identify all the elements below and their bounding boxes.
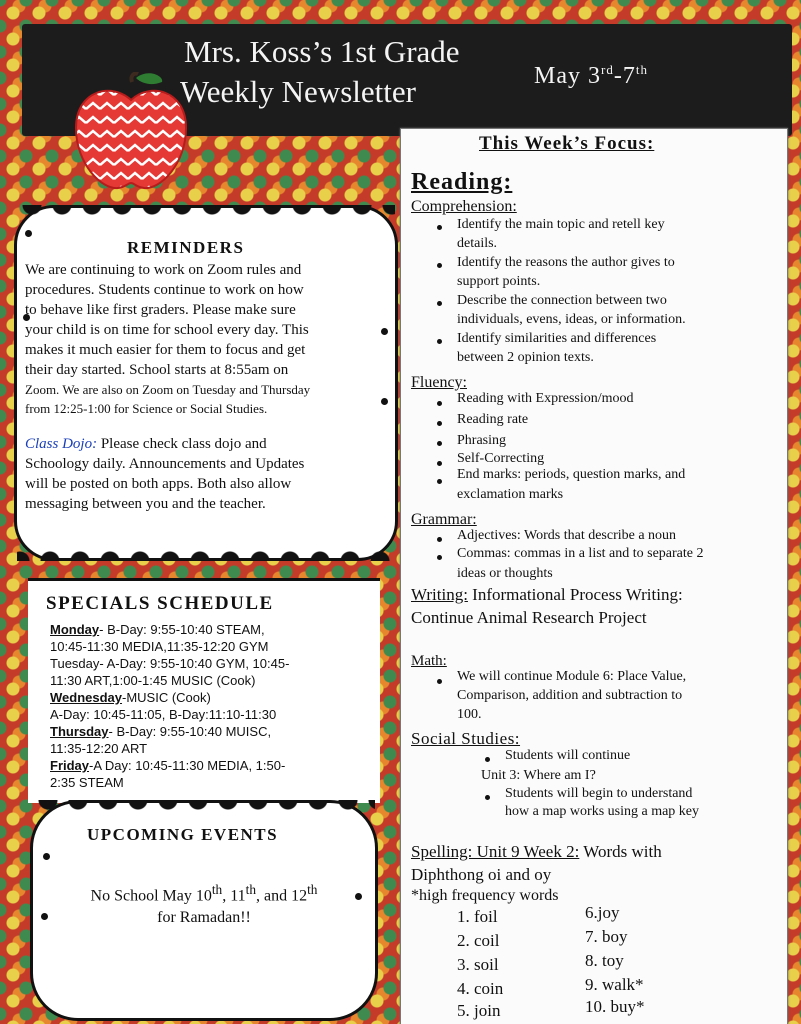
- social-studies-item: Unit 3: Where am I?: [481, 768, 596, 783]
- writing-text: Continue Animal Research Project: [411, 608, 647, 627]
- specials-day: Friday: [50, 758, 90, 773]
- spelling-word: 9. walk*: [585, 975, 644, 994]
- weekly-focus-document[interactable]: [400, 128, 788, 1024]
- comprehension-item: support points.: [457, 274, 541, 289]
- event-sup: th: [211, 882, 223, 897]
- apple-icon: [72, 72, 190, 192]
- bullet: [437, 401, 442, 406]
- bullet: [437, 263, 442, 268]
- math-item: We will continue Module 6: Place Value,: [457, 669, 687, 684]
- reading-heading: Reading:: [411, 169, 513, 195]
- bullet: [437, 225, 442, 230]
- spelling-line: [411, 842, 662, 862]
- grammar-item: Adjectives: Words that describe a noun: [457, 528, 677, 543]
- comprehension-item: Identify similarities and differences: [457, 331, 657, 346]
- specials-text: - B-Day: 9:55-10:40 STEAM,: [99, 622, 265, 637]
- focus-title: This Week’s Focus:: [479, 133, 655, 154]
- scallop-bottom-border: [17, 541, 395, 561]
- date-start: May 3: [534, 63, 601, 89]
- reminders-small-line: Zoom. We are also on Zoom on Tuesday and Thursday: [25, 382, 311, 397]
- upcoming-events-box: [30, 800, 378, 1021]
- math-item: 100.: [457, 707, 482, 722]
- specials-row: [50, 706, 374, 723]
- dojo-text: will be posted on both apps. Both also allow: [25, 476, 292, 492]
- event-text: , and 12: [256, 887, 308, 905]
- specials-text: Tuesday- A-Day: 9:55-10:40 GYM, 10:45-: [50, 656, 290, 671]
- spelling-word: 3. soil: [457, 955, 499, 974]
- social-studies-item: Students will continue: [505, 748, 631, 763]
- spelling-word: 4. coin: [457, 979, 504, 998]
- event-line: [33, 879, 375, 907]
- specials-row: [50, 655, 374, 672]
- dojo-text: messaging between you and the teacher.: [25, 496, 266, 512]
- bullet: [485, 757, 490, 762]
- date-suffix-1: rd: [601, 62, 614, 77]
- date-suffix-2: th: [635, 62, 648, 77]
- math-heading: Math:: [411, 653, 447, 669]
- spelling-text: *high frequency words: [411, 887, 559, 904]
- specials-text: 11:35-12:20 ART: [50, 741, 148, 756]
- scallop-top-border: [17, 205, 395, 225]
- dojo-text: Schoology daily. Announcements and Updates: [25, 456, 305, 472]
- specials-text: 10:45-11:30 MEDIA,11:35-12:20 GYM: [50, 639, 269, 654]
- comprehension-item: Identify the main topic and retell key: [457, 217, 665, 232]
- math-item: Comparison, addition and subtraction to: [457, 688, 683, 703]
- event-text: No School May 10: [90, 887, 212, 905]
- class-dojo-label: Class Dojo:: [25, 436, 98, 452]
- spelling-word: 8. toy: [585, 951, 624, 970]
- event-line: for Ramadan!!: [157, 909, 251, 927]
- writing-text: Informational Process Writing:: [467, 585, 683, 604]
- grammar-item: Commas: commas in a list and to separate 2: [457, 546, 704, 561]
- bullet: [437, 441, 442, 446]
- reminders-heading: REMINDERS: [127, 238, 245, 257]
- spelling-word: 10. buy*: [585, 997, 645, 1016]
- specials-text: 11:30 ART,1:00-1:45 MUSIC (Cook): [50, 673, 256, 688]
- comprehension-item: Identify the reasons the author gives to: [457, 255, 675, 270]
- specials-day: Thursday: [50, 724, 109, 739]
- bullet: [437, 679, 442, 684]
- reminders-text: [25, 260, 385, 514]
- comprehension-item: between 2 opinion texts.: [457, 350, 594, 365]
- fluency-item: Reading with Expression/mood: [457, 391, 634, 406]
- spelling-word: 2. coil: [457, 931, 500, 950]
- spelling-word: 6.joy: [585, 903, 620, 922]
- specials-row: [50, 774, 374, 791]
- bullet: [485, 795, 490, 800]
- comprehension-item: Describe the connection between two: [457, 293, 667, 308]
- spelling-word: 1. foil: [457, 907, 498, 926]
- upcoming-heading: UPCOMING EVENTS: [87, 825, 279, 844]
- reminders-line: their day started. School starts at 8:55am on: [25, 362, 289, 378]
- event-sup: th: [245, 882, 256, 897]
- specials-heading: SPECIALS SCHEDULE: [46, 593, 274, 614]
- social-studies-item: how a map works using a map key: [505, 804, 700, 819]
- specials-row: [50, 723, 374, 740]
- bullet: [437, 301, 442, 306]
- specials-row: [50, 740, 374, 757]
- writing-line: [411, 585, 683, 605]
- reminders-line: makes it much easier for them to focus and get: [25, 342, 306, 358]
- bullet: [437, 555, 442, 560]
- writing-heading: Writing:: [411, 585, 468, 604]
- reminders-line: your child is on time for school every day. This: [25, 322, 309, 338]
- specials-text: -MUSIC (Cook): [122, 690, 211, 705]
- grammar-item: ideas or thoughts: [457, 566, 553, 581]
- grammar-heading: Grammar:: [411, 511, 477, 528]
- specials-row: [50, 757, 374, 774]
- spelling-heading: Spelling: Unit 9 Week 2:: [411, 842, 580, 861]
- reminders-small-line: from 12:25-1:00 for Science or Social Studies.: [25, 401, 268, 416]
- comprehension-heading: Comprehension:: [411, 198, 517, 215]
- bullet: [437, 339, 442, 344]
- specials-text: 2:35 STEAM: [50, 775, 124, 790]
- event-text: , 11: [222, 887, 246, 905]
- date-range: [534, 62, 648, 90]
- fluency-item: exclamation marks: [457, 487, 564, 502]
- fluency-item: Phrasing: [457, 433, 506, 448]
- social-studies-item: Students will begin to understand: [505, 786, 693, 801]
- specials-row: [50, 621, 374, 638]
- specials-row: [50, 638, 374, 655]
- social-studies-heading: Social Studies:: [411, 729, 521, 748]
- reminders-line: to behave like first graders. Please make sure: [25, 302, 296, 318]
- spelling-word: 7. boy: [585, 927, 628, 946]
- upcoming-text: [33, 879, 375, 929]
- dojo-text: Please check class dojo and: [97, 436, 267, 452]
- fluency-item: Self-Correcting: [457, 451, 545, 466]
- bullet: [437, 461, 442, 466]
- decor-dot: [43, 853, 50, 860]
- bullet: [437, 537, 442, 542]
- spelling-word: 5. join: [457, 1001, 501, 1020]
- scallop-top-border: [33, 800, 375, 820]
- event-sup: th: [307, 882, 318, 897]
- spelling-text: Diphthong oi and oy: [411, 865, 552, 884]
- fluency-item: Reading rate: [457, 412, 529, 427]
- dojo-line: [25, 434, 385, 454]
- specials-text: A-Day: 10:45-11:05, B-Day:11:10-11:30: [50, 707, 277, 722]
- specials-text: -A Day: 10:45-11:30 MEDIA, 1:50-: [89, 758, 286, 773]
- bullet: [437, 479, 442, 484]
- specials-row: [50, 672, 374, 689]
- reminders-line: We are continuing to work on Zoom rules and: [25, 262, 302, 278]
- reminders-box: [14, 205, 398, 561]
- title-line-2: Weekly Newsletter: [180, 74, 416, 109]
- decor-dot: [25, 230, 32, 237]
- comprehension-item: individuals, evens, ideas, or information.: [457, 312, 686, 327]
- date-end: -7: [613, 63, 636, 89]
- reminders-line: procedures. Students continue to work on how: [25, 282, 304, 298]
- specials-row: [50, 689, 374, 706]
- specials-text: - B-Day: 9:55-10:40 MUISC,: [108, 724, 272, 739]
- specials-list: [50, 621, 374, 791]
- bullet: [437, 421, 442, 426]
- specials-schedule-box: [28, 578, 380, 803]
- fluency-item: End marks: periods, question marks, and: [457, 467, 686, 482]
- fluency-heading: Fluency:: [411, 374, 467, 391]
- specials-day: Monday: [50, 622, 100, 637]
- comprehension-item: details.: [457, 236, 498, 251]
- spelling-text: Words with: [579, 842, 662, 861]
- title-line-1: Mrs. Koss’s 1st Grade: [184, 34, 460, 69]
- specials-day: Wednesday: [50, 690, 123, 705]
